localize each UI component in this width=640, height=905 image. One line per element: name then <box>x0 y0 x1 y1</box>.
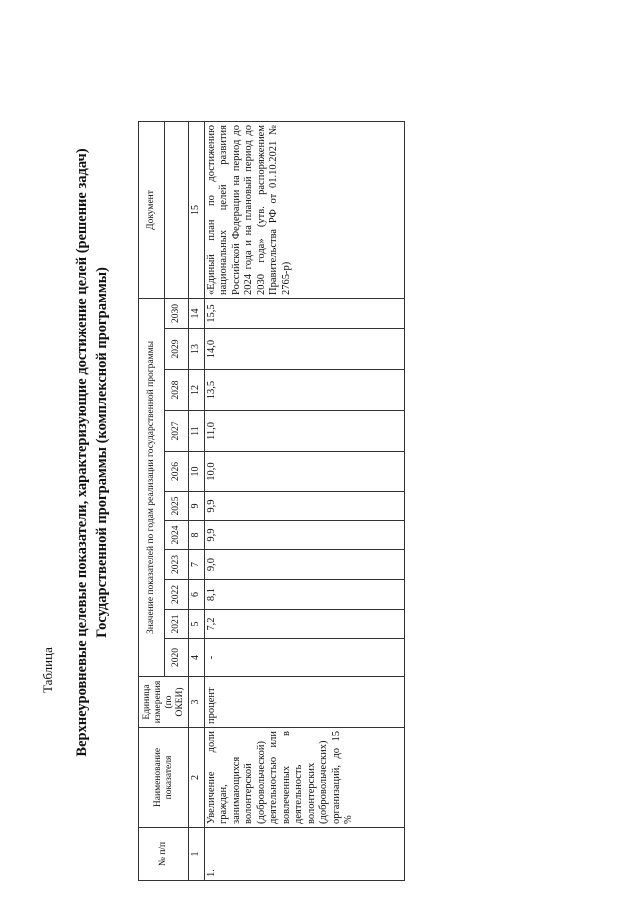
header-year: 2024 <box>165 521 189 550</box>
column-number: 1 <box>189 828 205 881</box>
column-number: 5 <box>189 610 205 639</box>
document-title-line-1: Верхнеуровневые целевые показатели, характеризующие достижение целей (решение задач) <box>74 148 90 757</box>
column-number: 11 <box>189 411 205 452</box>
value-cell: - <box>204 639 404 677</box>
value-cell: 9,9 <box>204 492 404 521</box>
value-cell: 9,9 <box>204 521 404 550</box>
value-cell: 14,0 <box>204 329 404 370</box>
column-number: 10 <box>189 452 205 492</box>
value-cell: 8,1 <box>204 580 404 610</box>
header-unit: Единица измерения (по ОКЕИ) <box>139 677 189 728</box>
header-document: Документ <box>139 122 165 299</box>
header-year: 2025 <box>165 492 189 521</box>
header-year: 2023 <box>165 550 189 580</box>
column-number: 14 <box>189 299 205 329</box>
indicators-table <box>138 121 405 881</box>
column-number: 4 <box>189 639 205 677</box>
header-year: 2029 <box>165 329 189 370</box>
column-number: 2 <box>189 728 205 828</box>
column-number: 7 <box>189 550 205 580</box>
column-number: 6 <box>189 580 205 610</box>
column-number: 12 <box>189 370 205 411</box>
header-number: № п/п <box>139 828 189 881</box>
value-cell: 10,0 <box>204 452 404 492</box>
row-number: 1. <box>204 828 404 881</box>
header-year: 2028 <box>165 370 189 411</box>
header-document-empty <box>165 122 189 299</box>
column-number: 15 <box>189 122 205 299</box>
indicator-unit: процент <box>204 677 404 728</box>
header-values-group: Значение показателей по годам реализации государственной программы <box>139 299 165 677</box>
value-cell: 9,0 <box>204 550 404 580</box>
document-reference: «Единый план по достижению национальных целей развития Российской Федерации на период до 2024 года и на плановый период до 2030 года» (утв. распоряжением Правительства РФ от 01.10.2021 № 2765-р) <box>204 122 404 299</box>
table-row <box>204 122 404 881</box>
header-name: Наименование показателя <box>139 728 189 828</box>
header-year: 2020 <box>165 639 189 677</box>
column-number: 8 <box>189 521 205 550</box>
document-title-line-2: Государственной программы (комплексной программы) <box>94 267 110 638</box>
indicator-name: Увеличение доли граждан, занимающихся волонтерской (добровольческой) деятельностью или вовлеченных в деятельность волонтерских (добровольческих) организаций, до 15 % <box>204 728 404 828</box>
header-year: 2021 <box>165 610 189 639</box>
value-cell: 13,5 <box>204 370 404 411</box>
header-year: 2026 <box>165 452 189 492</box>
value-cell: 11,0 <box>204 411 404 452</box>
header-year: 2027 <box>165 411 189 452</box>
table-caption: Таблица <box>40 647 55 693</box>
value-cell: 7,2 <box>204 610 404 639</box>
header-year: 2030 <box>165 299 189 329</box>
column-number: 13 <box>189 329 205 370</box>
column-number: 9 <box>189 492 205 521</box>
header-year: 2022 <box>165 580 189 610</box>
column-number: 3 <box>189 677 205 728</box>
value-cell: 15,5 <box>204 299 404 329</box>
